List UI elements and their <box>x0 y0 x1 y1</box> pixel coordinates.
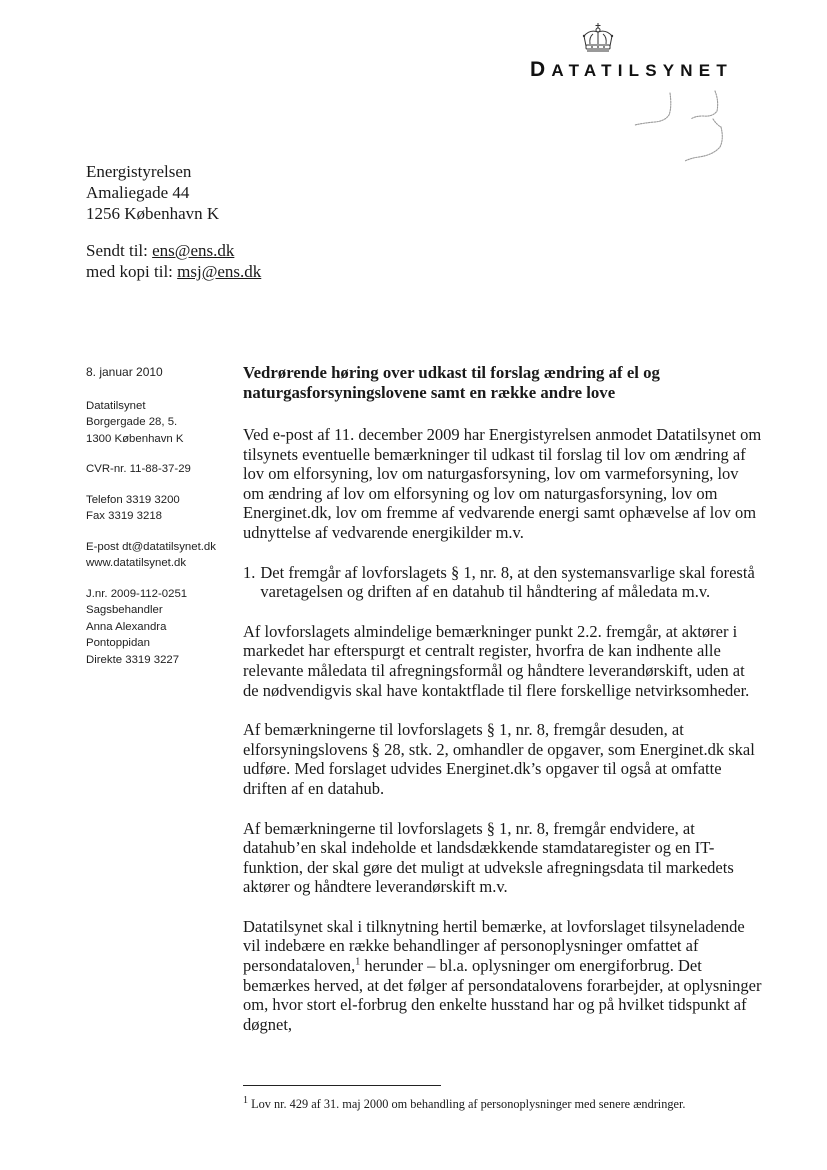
letter-date: 8. januar 2010 <box>86 365 163 379</box>
recipient-street: Amaliegade 44 <box>86 183 190 202</box>
paragraph-5: Af bemærkningerne til lovforslagets § 1, nr. 8, fremgår endvidere, at datahub’en skal indeholde et landsdækkende stamdataregister og en IT-funktion, der skal gøre det muligt at udveksle afregningsdata til markedets aktører og håndtere leverandørskift m.v. <box>243 818 734 897</box>
paragraph-3: Af lovforslagets almindelige bemærkninger punkt 2.2. fremgår, at aktører i markedet har efterspurgt et centralt register, hvorfra de kan indhente alle relevante måledata til afregningsformål og håndtere leverandørskift, uden at de nødvendigvis skal have kontaktflade til flere forskellige netvirksomheder. <box>243 621 750 700</box>
recipient-name: Energistyrelsen <box>86 162 192 181</box>
datatilsynet-logo: DATATILSYNET <box>530 58 733 81</box>
paragraph-1: Ved e-post af 11. december 2009 har Energistyrelsen anmodet Datatilsynet om tilsynets eventuelle bemærkninger til udkast til forslag til lov om ændring af lov om elforsyning, lov om naturgasforsyning, lov om varmeforsyning, lov om ændring af lov om elforsyning og lov om naturgasforsyning, lov om Energinet.dk, lov om fremme af vedvarende energi samt ophævelse af lov om udnyttelse af vedvarende energikilder m.v. <box>243 425 762 542</box>
handwritten-signature <box>625 85 745 170</box>
email-web <box>86 539 236 572</box>
cc-line: med kopi til: msj@ens.dk <box>86 262 262 281</box>
sender-info-sidebar <box>86 364 236 668</box>
phone-fax: Telefon 3319 3200 Fax 3319 3218 <box>86 493 180 522</box>
recipient-city: 1256 København K <box>86 204 220 223</box>
sender-address: Datatilsynet Borgergade 28, 5. 1300 København K <box>86 399 184 445</box>
cc-email-link[interactable]: msj@ens.dk <box>177 262 262 281</box>
paragraph-2: 1. Det fremgår af lovforslagets § 1, nr. 8, at den systemansvarlige skal forestå varetagelsen og driften af en datahub til håndtering af måledata m.v. <box>243 562 755 602</box>
sender-website: www.datatilsynet.dk <box>86 557 187 569</box>
sender-email: E-post dt@datatilsynet.dk <box>86 540 216 553</box>
sent-to-block <box>86 240 261 282</box>
footnote-divider <box>243 1085 441 1086</box>
recipient-address <box>86 161 219 224</box>
sent-to-line: Sendt til: ens@ens.dk <box>86 241 235 260</box>
paragraph-6: Datatilsynet skal i tilknytning hertil bemærke, at lovforslaget tilsyneladende vil indebære en række behandlinger af personoplysninger omfattet af persondataloven,$^1$ herunder – bl.a. oplysninger om energiforbrug. Det bemærkes herved, at det følger af persondatalovens forarbejder, at oplysninger om, hvor stort el-forbrug den enkelte husstand har og på hvilket tidspunkt af døgnet, <box>243 916 762 1034</box>
letter-subject: Vedrørende høring over udkast til forslag ændring af el og naturgasforsyningslovene samt en række andre love <box>243 363 660 402</box>
paragraph-4: Af bemærkningerne til lovforslagets § 1, nr. 8, fremgår desuden, at elforsyningslovens § 28, stk. 2, omhandler de opgaver, som Energinet.dk skal udføre. Med forslaget udvides Energinet.dk’s opgaver til også at omfatte driften af en datahub. <box>243 720 755 798</box>
sent-to-email-link[interactable]: ens@ens.dk <box>152 241 235 260</box>
footnote-ref: 1 <box>355 956 361 968</box>
case-info: J.nr. 2009-112-0251 Sagsbehandler Anna Alexandra Pontoppidan Direkte 3319 3227 <box>86 587 188 666</box>
footnote: $^1$ Lov nr. 429 af 31. maj 2000 om behandling af personoplysninger med senere ændringer. <box>243 1094 686 1111</box>
crown-emblem-icon <box>580 22 616 54</box>
cvr-number: CVR-nr. 11-88-37-29 <box>86 463 191 475</box>
letter-body <box>243 363 763 1054</box>
